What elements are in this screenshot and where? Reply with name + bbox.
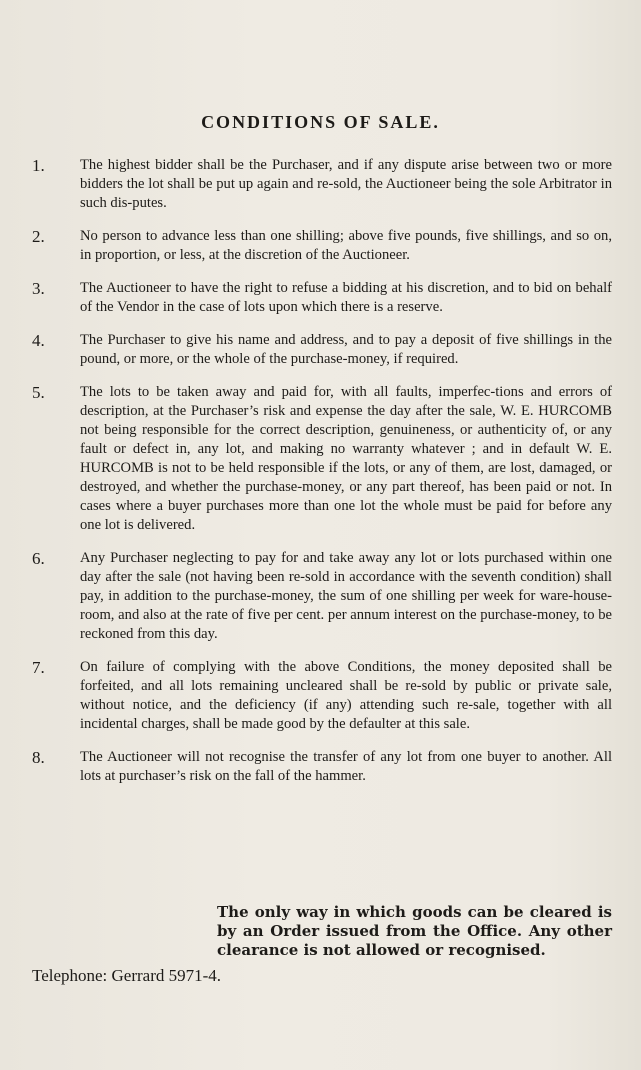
condition-number: 8. — [32, 748, 45, 767]
condition-item — [32, 658, 612, 734]
condition-text: On failure of complying with the above Conditions, the money deposited shall be forfeited, and all lots remaining uncleared shall be re-sold by public or private sale, without notice, and the deficiency (if any) attending such re-sale, together with all incidental charges, shall be made good by the defaulter at this sale. — [80, 659, 612, 732]
clearance-notice: The only way in which goods can be cleared is by an Order issued from the Office. Any other clearance is not allowed or recognised. — [217, 903, 612, 959]
telephone-line: Telephone: Gerrard 5971-4. — [32, 966, 222, 985]
condition-item — [32, 748, 612, 786]
condition-number: 3. — [32, 279, 45, 298]
condition-text: The Auctioneer will not recognise the transfer of any lot from one buyer to another. All lots at purchaser’s risk on the fall of the hammer. — [80, 749, 612, 784]
condition-number: 1. — [32, 156, 45, 175]
condition-number: 2. — [32, 227, 45, 246]
condition-text: The highest bidder shall be the Purchaser, and if any dispute arise between two or more bidders the lot shall be put up again and re-sold, the Auctioneer being the sole Arbitrator in such dis-putes. — [80, 157, 612, 211]
condition-item — [32, 331, 612, 369]
condition-text: The Auctioneer to have the right to refuse a bidding at his discretion, and to bid on behalf of the Vendor in the case of lots upon which there is a reserve. — [80, 280, 612, 315]
condition-item — [32, 227, 612, 265]
conditions-list — [32, 156, 612, 800]
page-title: CONDITIONS OF SALE. — [201, 112, 440, 132]
condition-text: No person to advance less than one shilling; above five pounds, five shillings, and so on, in proportion, or less, at the discretion of the Auctioneer. — [80, 228, 612, 263]
condition-item — [32, 156, 612, 213]
condition-number: 5. — [32, 383, 45, 402]
condition-number: 7. — [32, 658, 45, 677]
condition-item — [32, 549, 612, 644]
condition-number: 6. — [32, 549, 45, 568]
condition-item — [32, 383, 612, 535]
condition-number: 4. — [32, 331, 45, 350]
condition-item — [32, 279, 612, 317]
condition-text: Any Purchaser neglecting to pay for and take away any lot or lots purchased within one day after the sale (not having been re-sold in accordance with the seventh condition) shall pay, in addition to the purchase-money, the sum of one shilling per week for ware-house-room, and also at the rate of five per cent. per annum interest on the purchase-money, to be reckoned from this day. — [80, 550, 612, 642]
condition-text: The Purchaser to give his name and address, and to pay a deposit of five shillings in the pound, or more, or the whole of the purchase-money, if required. — [80, 332, 612, 367]
condition-text: The lots to be taken away and paid for, with all faults, imperfec-tions and errors of description, at the Purchaser’s risk and expense the day after the sale, W. E. HURCOMB not being responsible for the correct description, genuineness, or authenticity of, or any fault or defect in, any lot, and making no warranty whatever ; and in default W. E. HURCOMB is not to be held responsible if the lots, or any of them, are lost, damaged, or destroyed, and whether the purchase-money, or any part thereof, has been paid or not. In cases where a buyer purchases more than one lot the whole must be paid for before any one lot is delivered. — [80, 384, 612, 533]
